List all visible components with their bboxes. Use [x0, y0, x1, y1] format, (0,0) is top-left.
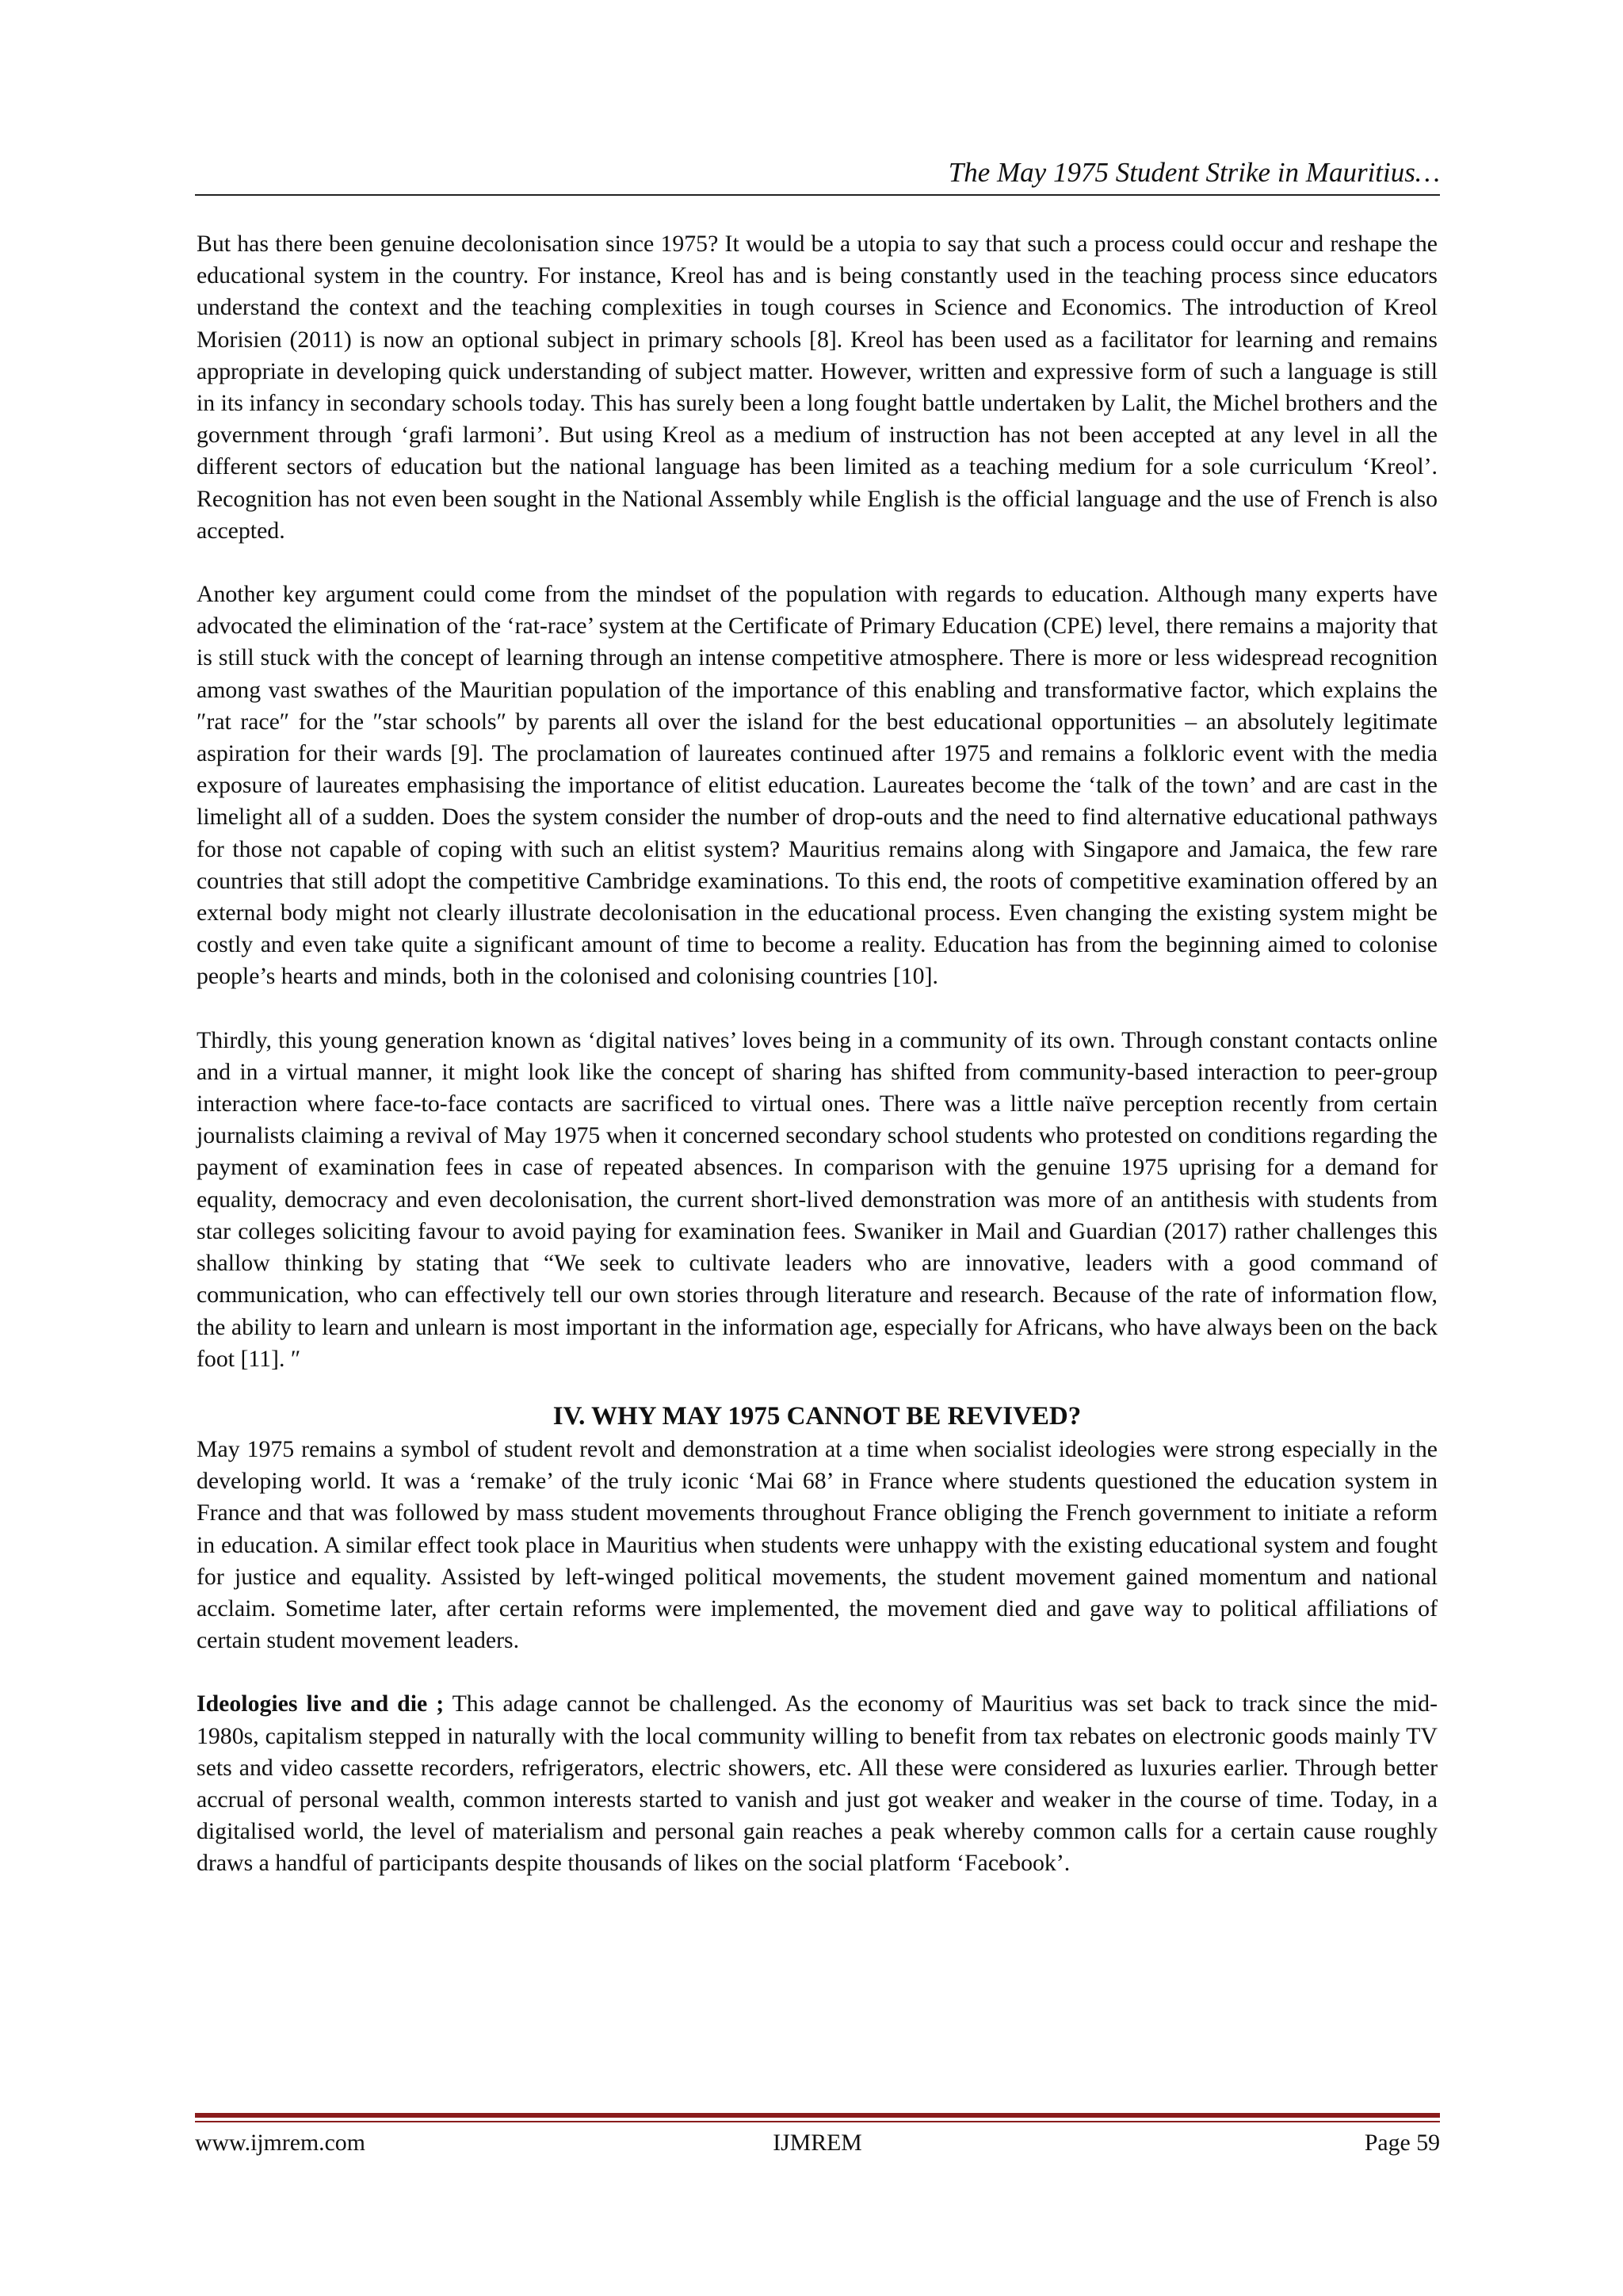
- paragraph-text: This adage cannot be challenged. As the economy of Mauritius was set back to track since the mid-1980s, capitalism stepped in naturally with the local community willing to benefit from tax rebates on electronic goods mainly TV sets and video cassette recorders, refrigerators, electric showers, etc. All these were considered as luxuries earlier. Through better accrual of personal wealth, common interests started to vanish and just got weaker and weaker in the course of time. Today, in a digitalised world, the level of materialism and personal gain reaches a peak whereby common calls for a certain cause roughly draws a handful of participants despite thousands of likes on the social platform ‘Facebook’.: [197, 1690, 1438, 1877]
- footer-journal-name: IJMREM: [773, 2130, 862, 2156]
- footer-rule-thin: [195, 2121, 1440, 2122]
- footer-page-number: Page 59: [1364, 2130, 1440, 2156]
- paragraph-lead-phrase: Ideologies live and die ;: [197, 1690, 445, 1717]
- article-body: [197, 228, 1438, 1880]
- footer-website: www.ijmrem.com: [195, 2130, 365, 2156]
- header-rule: [195, 194, 1440, 196]
- running-header-title: The May 1975 Student Strike in Mauritius…: [948, 157, 1440, 188]
- body-paragraph: Another key argument could come from the mindset of the population with regards to education. Although many experts have advocated the elimination of the ‘rat-race’ system at the Certificate of Primary Education (CPE) level, there remains a majority that is still stuck with the concept of learning through an intense competitive atmosphere. There is more or less widespread recognition among vast swathes of the Mauritian population of the importance of this enabling and transformative factor, which explains the ″rat race″ for the ″star schools″ by parents all over the island for the best educational opportunities – an absolutely legitimate aspiration for their wards [9]. The proclamation of laureates continued after 1975 and remains a folkloric event with the media exposure of laureates emphasising the importance of elitist education. Laureates become the ‘talk of the town’ and are cast in the limelight all of a sudden. Does the system consider the number of drop-outs and the need to find alternative educational pathways for those not capable of coping with such an elitist system? Mauritius remains along with Singapore and Jamaica, the few rare countries that still adopt the competitive Cambridge examinations. To this end, the roots of competitive examination offered by an external body might not clearly illustrate decolonisation in the educational process. Even changing the existing system might be costly and even take quite a significant amount of time to become a reality. Education has from the beginning aimed to colonise people’s hearts and minds, both in the colonised and colonising countries [10].: [197, 581, 1438, 990]
- footer-rule-thick: [195, 2113, 1440, 2118]
- section-paragraph: [197, 1688, 1438, 1879]
- body-paragraph: But has there been genuine decolonisation since 1975? It would be a utopia to say that such a process could occur and reshape the educational system in the country. For instance, Kreol has and is being constantly used in the teaching process since educators understand the context and the teaching complexities in tough courses in Science and Economics. The introduction of Kreol Morisien (2011) is now an optional subject in primary schools [8]. Kreol has been used as a facilitator for learning and remains appropriate in developing quick understanding of subject matter. However, written and expressive form of such a language is still in its infancy in secondary schools today. This has surely been a long fought battle undertaken by Lalit, the Michel brothers and the government through ‘grafi larmoni’. But using Kreol as a medium of instruction has not been accepted at any level in all the different sectors of education but the national language has been limited as a teaching medium for a sole curriculum ‘Kreol’. Recognition has not even been sought in the National Assembly while English is the official language and the use of French is also accepted.: [197, 231, 1438, 544]
- section-heading: IV. WHY MAY 1975 CANNOT BE REVIVED?: [552, 1401, 1082, 1431]
- body-paragraph: Thirdly, this young generation known as ‘digital natives’ loves being in a community of its own. Through constant contacts online and in a virtual manner, it might look like the concept of sharing has shifted from community-based interaction to peer-group interaction where face-to-face contacts are sacrificed to virtual ones. There was a little naïve perception recently from certain journalists claiming a revival of May 1975 when it concerned secondary school students who protested on conditions regarding the payment of examination fees in case of repeated absences. In comparison with the genuine 1975 uprising for a demand for equality, democracy and even decolonisation, the current short-lived demonstration was more of an antithesis with students from star colleges soliciting favour to avoid paying for examination fees. Swaniker in Mail and Guardian (2017) rather challenges this shallow thinking by stating that “We seek to cultivate leaders who are innovative, leaders with a good command of communication, who can effectively tell our own stories through literature and research. Because of the rate of information flow, the ability to learn and unlearn is most important in the information age, especially for Africans, who have always been on the back foot [11]. ″: [197, 1026, 1438, 1372]
- section-paragraph: May 1975 remains a symbol of student revolt and demonstration at a time when socialist ideologies were strong especially in the developing world. It was a ‘remake’ of the truly iconic ‘Mai 68’ in France where students questioned the education system in France and that was followed by mass student movements throughout France obliging the French government to initiate a reform in education. A similar effect took place in Mauritius when students were unhappy with the existing educational system and fought for justice and equality. Assisted by left-winged political movements, the student movement gained momentum and national acclaim. Sometime later, after certain reforms were implemented, the movement died and gave way to political affiliations of certain student movement leaders.: [197, 1435, 1438, 1654]
- page-footer: [195, 2127, 1440, 2159]
